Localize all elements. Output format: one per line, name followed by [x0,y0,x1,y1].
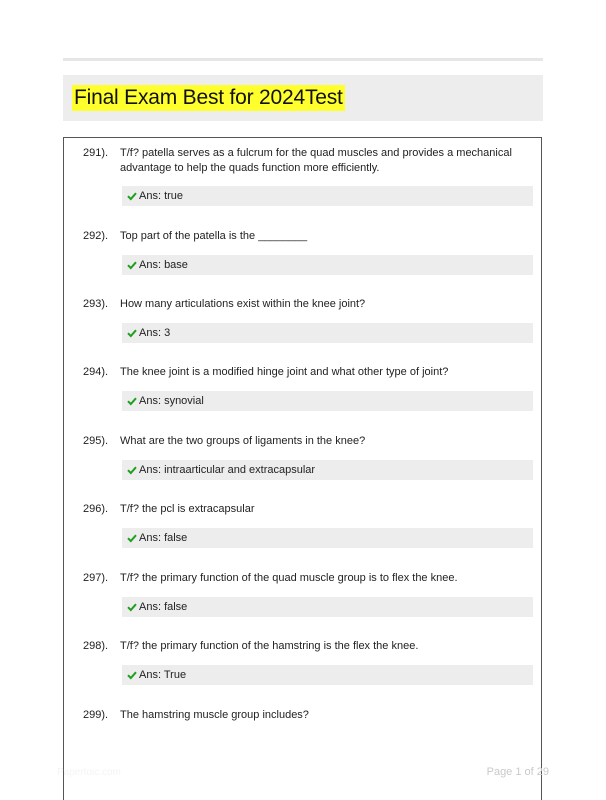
question-number: 297). [83,572,109,584]
question-text: The knee joint is a modified hinge joint and what other type of joint? [120,366,449,378]
question-text: Top part of the patella is the ________ [120,230,308,242]
answer-text: Ans: base [139,259,188,271]
answer-text: Ans: 3 [139,327,171,339]
answer-box [122,597,533,617]
check-icon [127,260,137,270]
top-divider [63,58,543,61]
question-number: 291). [83,147,109,159]
question-list [63,137,542,800]
check-icon [127,670,137,680]
question-number: 298). [83,640,109,652]
answer-text: Ans: True [139,669,187,681]
check-icon [127,465,137,475]
question-text: The hamstring muscle group includes? [120,709,309,721]
question-number: 296). [83,503,109,515]
question-number: 292). [83,230,109,242]
check-icon [127,396,137,406]
footer-watermark: Papertoic.com [57,767,121,778]
check-icon [127,602,137,612]
question-text: T/f? the pcl is extracapsular [120,503,255,515]
answer-text: Ans: true [139,190,184,202]
question-number: 294). [83,366,109,378]
answer-box [122,528,533,548]
answer-box [122,186,533,206]
answer-box [122,460,533,480]
title-band [63,75,543,121]
page-title: Final Exam Best for 2024Test [74,86,343,109]
check-icon [127,533,137,543]
answer-text: Ans: intraarticular and extracapsular [139,464,316,476]
answer-box [122,255,533,275]
question-text: How many articulations exist within the knee joint? [120,298,366,310]
check-icon [127,191,137,201]
question-number: 299). [83,709,109,721]
question-text: T/f? the primary function of the quad muscle group is to flex the knee. [120,572,458,584]
check-icon [127,328,137,338]
answer-text: Ans: false [139,601,188,613]
answer-text: Ans: synovial [139,395,204,407]
question-number: 295). [83,435,109,447]
answer-box [122,323,533,343]
answer-box [122,391,533,411]
page-number: Page 1 of 29 [486,766,549,778]
answer-box [122,665,533,685]
answer-text: Ans: false [139,532,188,544]
question-text: T/f? patella serves as a fulcrum for the quad muscles and provides a mechanical advantage to help the quads function more efficiently. [120,147,512,174]
question-number: 293). [83,298,109,310]
question-text: What are the two groups of ligaments in the knee? [120,435,366,447]
question-text: T/f? the primary function of the hamstring is the flex the knee. [120,640,419,652]
